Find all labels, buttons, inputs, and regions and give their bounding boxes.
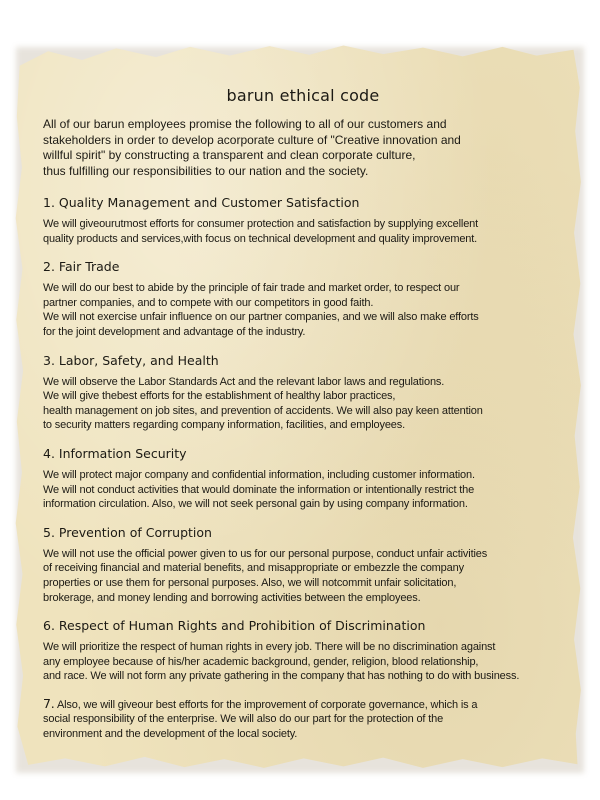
section-body xyxy=(43,697,563,742)
section-line: social responsibility of the enterprise. We will also do our part for the protection of the xyxy=(43,713,444,726)
document-title: barun ethical code xyxy=(226,86,380,105)
section-heading: 1. Quality Management and Customer Satisfaction xyxy=(43,195,360,210)
intro-paragraph xyxy=(43,117,563,179)
intro-line: thus fulfilling our responsibilities to our nation and the society. xyxy=(43,163,369,178)
section-line: We will not use the official power given to us for our personal purpose, conduct unfair activities xyxy=(43,547,488,560)
section-body xyxy=(43,281,563,339)
section-number: 7. xyxy=(43,695,55,711)
section-heading: 5. Prevention of Corruption xyxy=(43,524,212,540)
section-heading: 2. Fair Trade xyxy=(43,259,120,275)
section-line: We will not conduct activities that would dominate the information or intentionally restrict the xyxy=(43,483,475,496)
section-line: information circulation. Also, we will not seek personal gain by using company information. xyxy=(43,498,468,511)
section-heading: 6. Respect of Human Rights and Prohibition of Discrimination xyxy=(43,618,426,634)
intro-line: willful spirit" by constructing a transparent and clean corporate culture, xyxy=(43,148,416,162)
section-line: brokerage, and money lending and borrowing activities between the employees. xyxy=(43,591,421,604)
section-heading: 4. Information Security xyxy=(43,445,187,461)
section-line: We will give thebest efforts for the establishment of healthy labor practices, xyxy=(43,390,396,403)
section-information-security xyxy=(43,446,563,512)
ethical-code-document xyxy=(43,86,563,755)
section-labor-safety-health xyxy=(43,353,563,433)
section-line: partner companies, and to compete with our competitors in good faith. xyxy=(43,296,374,309)
section-line: for the joint development and advantage of the industry. xyxy=(43,325,306,338)
section-human-rights xyxy=(43,618,563,684)
section-first-line: Also, we will giveour best efforts for the improvement of corporate governance, which is a xyxy=(54,698,478,711)
section-line: and race. We will not form any private gathering in the company that has nothing to do with business. xyxy=(43,670,520,683)
section-line: We will prioritize the respect of human rights in every job. There will be no discrimination against xyxy=(43,641,496,654)
section-quality-management xyxy=(43,195,563,246)
section-line: any employee because of his/her academic background, gender, religion, blood relationship, xyxy=(43,655,479,668)
section-body xyxy=(43,468,563,512)
section-line: health management on job sites, and prevention of accidents. We will also pay keen attention xyxy=(43,404,483,417)
section-line: We will observe the Labor Standards Act and the relevant labor laws and regulations. xyxy=(43,375,445,388)
section-line: properties or use them for personal purposes. Also, we will notcommit unfair solicitation, xyxy=(43,576,457,589)
intro-line: stakeholders in order to develop acorporate culture of "Creative innovation and xyxy=(43,132,461,147)
section-line: of receiving financial and material benefits, and misappropriate or embezzle the company xyxy=(43,562,464,575)
intro-line: All of our barun employees promise the following to all of our customers and xyxy=(43,117,447,131)
section-line: We will giveourutmost efforts for consumer protection and satisfaction by supplying excellent xyxy=(43,218,479,230)
section-line: to security matters regarding company information, facilities, and employees. xyxy=(43,419,406,432)
section-line: We will not exercise unfair influence on our partner companies, and we will also make efforts xyxy=(43,311,479,324)
section-body xyxy=(43,547,563,605)
section-line: quality products and services,with focus on technical development and quality improvement. xyxy=(43,232,478,245)
section-line xyxy=(43,697,563,713)
section-body xyxy=(43,217,563,246)
section-line: We will protect major company and confidential information, including customer information. xyxy=(43,468,475,481)
section-heading: 3. Labor, Safety, and Health xyxy=(43,352,219,368)
section-body xyxy=(43,375,563,433)
section-line: environment and the development of the local society. xyxy=(43,728,298,741)
section-line: We will do our best to abide by the principle of fair trade and market order, to respect our xyxy=(43,282,460,295)
section-body xyxy=(43,640,563,684)
section-prevention-of-corruption xyxy=(43,525,563,605)
section-corporate-governance xyxy=(43,697,563,742)
section-fair-trade xyxy=(43,259,563,339)
